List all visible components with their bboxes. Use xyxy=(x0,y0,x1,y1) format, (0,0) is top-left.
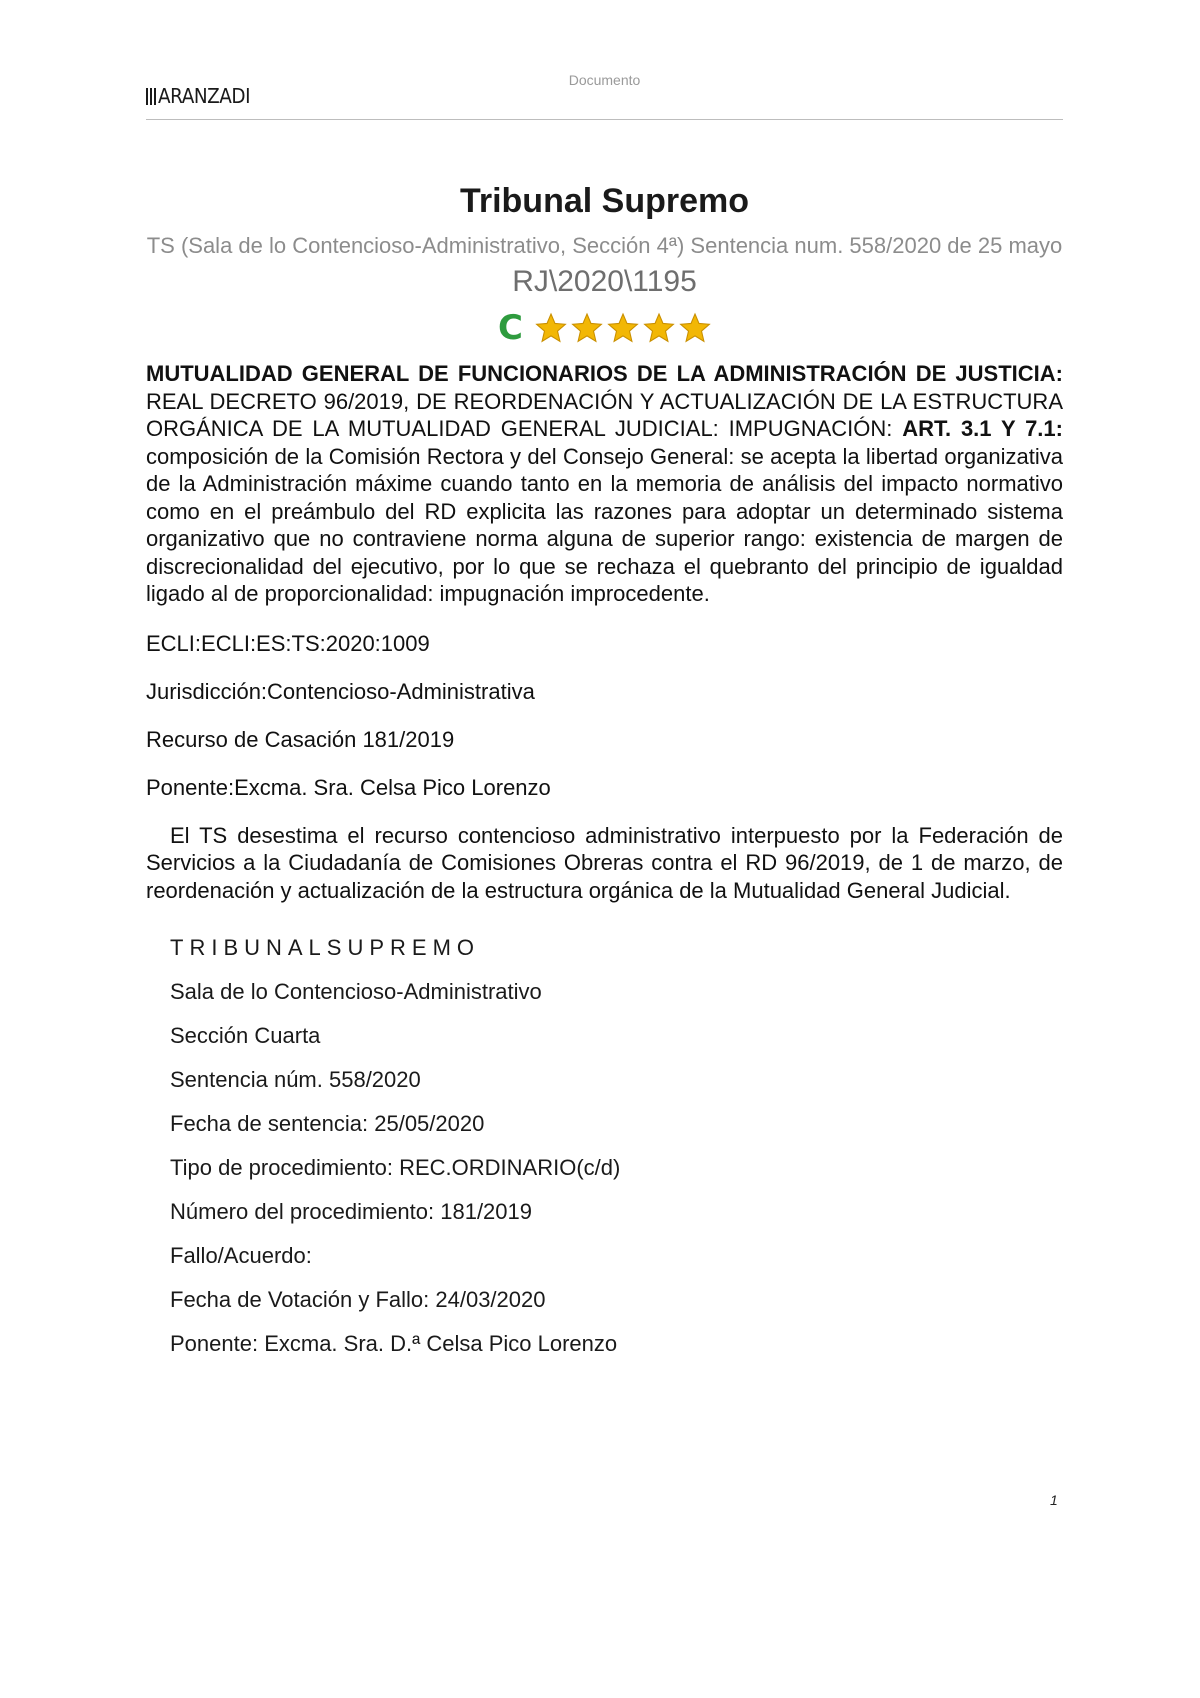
body-line-tipo: Tipo de procedimiento: REC.ORDINARIO(c/d) xyxy=(170,1155,621,1180)
header-divider xyxy=(146,119,1063,120)
body-line-sala: Sala de lo Contencioso-Administrativo xyxy=(170,979,542,1004)
ecli-label: ECLI: xyxy=(146,630,202,656)
judgment-header-lines xyxy=(146,934,1063,1358)
body-line-fallo: Fallo/Acuerdo: xyxy=(170,1243,312,1268)
body-line-numero: Número del procedimiento: 181/2019 xyxy=(170,1199,533,1224)
body-line-court: TRIBUNALSUPREMO xyxy=(170,935,481,960)
recurso-field: Recurso de Casación 181/2019 xyxy=(146,726,455,752)
body-line-ponente: Ponente: Excma. Sra. D.ª Celsa Pico Lorenzo xyxy=(170,1331,618,1356)
star-icon xyxy=(535,312,567,344)
body-line-sentencia: Sentencia núm. 558/2020 xyxy=(170,1067,421,1092)
ecli-field xyxy=(146,630,1063,658)
logo-text: ARANZADI xyxy=(158,84,251,108)
ecli-value: ECLI:ES:TS:2020:1009 xyxy=(201,630,430,656)
jurisdiction-label: Jurisdicción: xyxy=(146,678,268,704)
star-icon xyxy=(643,312,675,344)
logo-bars-icon xyxy=(146,88,156,105)
star-icon xyxy=(679,312,711,344)
summary-paragraph xyxy=(146,360,1063,608)
abstract-paragraph: El TS desestima el recurso contencioso administrativo interpuesto por la Federación de Servicios a la Ciudadanía de Comisiones Obreras contra el RD 96/2019, de 1 de marzo, de reordenación y actualización de la estructura orgánica de la Mutualidad General Judicial. xyxy=(146,822,1063,903)
body-line-seccion: Sección Cuarta xyxy=(170,1023,321,1048)
ponente-field xyxy=(146,774,1063,802)
document-label: Documento xyxy=(568,72,641,88)
relevance-rating xyxy=(146,308,1063,348)
star-icon xyxy=(607,312,639,344)
court-title: Tribunal Supremo xyxy=(459,182,750,220)
jurisdiction-field xyxy=(146,678,1063,706)
body-line-fecha: Fecha de sentencia: 25/05/2020 xyxy=(170,1111,485,1136)
ponente-label: Ponente: xyxy=(146,774,235,800)
judgment-subtitle: TS (Sala de lo Contencioso-Administrativo, Sección 4ª) Sentencia num. 558/2020 de 25 mayo xyxy=(146,233,1063,258)
ponente-value: Excma. Sra. Celsa Pico Lorenzo xyxy=(234,774,551,800)
star-icon xyxy=(571,312,603,344)
body-line-votacion: Fecha de Votación y Fallo: 24/03/2020 xyxy=(170,1287,546,1312)
document-content xyxy=(146,178,1063,1374)
summary-articles: ART. 3.1 Y 7.1: xyxy=(902,416,1063,441)
jurisdiction-value: Contencioso-Administrativa xyxy=(267,678,535,704)
page-number: 1 xyxy=(1050,1492,1058,1508)
summary-text-2: composición de la Comisión Rectora y del Consejo General: se acepta la libertad organizativa de la Administración máxime cuando tanto en la memoria de análisis del impacto normativo como en el preámbulo del RD explicita las razones para adoptar un determinado sistema organizativo que no contraviene norma alguna de superior rango: existencia de margen de discrecionalidad del ejecutivo, por lo que se rechaza el quebranto del principio de igualdad ligado al de proporcionalidad: impugnación improcedente. xyxy=(146,443,1063,606)
c-badge-icon: C xyxy=(498,308,523,348)
page-header xyxy=(146,70,1063,120)
summary-lead: MUTUALIDAD GENERAL DE FUNCIONARIOS DE LA ADMINISTRACIÓN DE JUSTICIA: xyxy=(146,361,1063,386)
summary-text-1: REAL DECRETO 96/2019, DE REORDENACIÓN Y ACTUALIZACIÓN DE LA ESTRUCTURA ORGÁNICA DE LA MUTUALIDAD GENERAL JUDICIAL: IMPUGNACIÓN: xyxy=(146,388,1063,441)
reference-number: RJ\2020\1195 xyxy=(512,265,697,298)
